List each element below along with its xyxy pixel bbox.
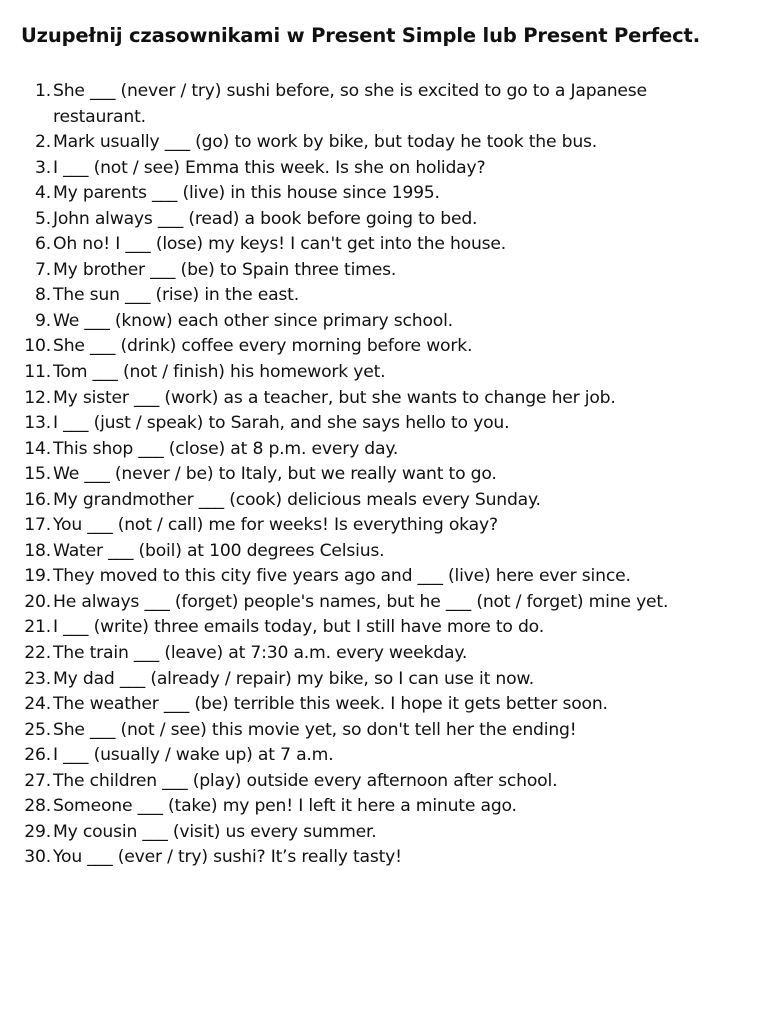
exercise-number: 27. [24,770,51,791]
exercise-item-19 [0,564,768,590]
exercise-number: 6. [35,234,51,255]
exercise-text: The train ___ (leave) at 7:30 a.m. every weekday. [53,643,468,664]
exercise-item-20 [0,590,768,616]
exercise-number: 4. [35,183,51,204]
exercise-number: 7. [35,259,51,280]
exercise-text: Someone ___ (take) my pen! I left it here a minute ago. [53,796,517,817]
exercise-item-22 [0,641,768,667]
exercise-item-29 [0,820,768,846]
exercise-text: She ___ (drink) coffee every morning before work. [53,336,473,357]
worksheet-title: Uzupełnij czasownikami w Present Simple lub Present Perfect. [21,24,700,47]
exercise-text: She ___ (never / try) sushi before, so she is excited to go to a Japanese restaurant. [53,81,647,127]
exercise-item-6 [0,232,768,258]
exercise-item-14 [0,437,768,463]
exercise-text: I ___ (not / see) Emma this week. Is she on holiday? [53,157,486,178]
exercise-item-17 [0,513,768,539]
exercise-text: My dad ___ (already / repair) my bike, so I can use it now. [53,668,534,689]
exercise-text: My grandmother ___ (cook) delicious meals every Sunday. [53,489,541,510]
exercise-item-24 [0,692,768,718]
exercise-item-7 [0,258,768,284]
exercise-number: 22. [24,643,51,664]
exercise-number: 24. [24,694,51,715]
exercise-text: You ___ (not / call) me for weeks! Is everything okay? [53,515,498,536]
exercise-text: The sun ___ (rise) in the east. [53,285,299,306]
exercise-text: I ___ (just / speak) to Sarah, and she says hello to you. [53,413,510,434]
exercise-number: 12. [24,387,51,408]
exercise-item-11 [0,360,768,386]
exercise-item-8 [0,283,768,309]
exercise-number: 18. [24,540,51,561]
exercise-text: I ___ (write) three emails today, but I still have more to do. [53,617,544,638]
exercise-text: Oh no! I ___ (lose) my keys! I can't get into the house. [53,234,507,255]
exercise-item-13 [0,411,768,437]
exercise-text: My brother ___ (be) to Spain three times. [53,259,397,280]
exercise-text: We ___ (never / be) to Italy, but we really want to go. [53,464,497,485]
exercise-item-30 [0,845,768,871]
exercise-item-26 [0,743,768,769]
exercise-number: 9. [35,310,51,331]
exercise-number: 19. [24,566,51,587]
exercise-item-4 [0,181,768,207]
exercise-number: 21. [24,617,51,638]
exercise-text: My parents ___ (live) in this house since 1995. [53,183,440,204]
exercise-item-28 [0,794,768,820]
exercise-item-16 [0,488,768,514]
exercise-text: John always ___ (read) a book before going to bed. [53,208,478,229]
exercise-number: 5. [35,208,51,229]
exercise-number: 23. [24,668,51,689]
exercise-item-3 [0,156,768,182]
exercise-number: 17. [24,515,51,536]
exercise-item-2 [0,130,768,156]
exercise-number: 2. [35,132,51,153]
exercise-list [0,79,768,871]
exercise-number: 10. [24,336,51,357]
exercise-number: 29. [24,821,51,842]
exercise-text: You ___ (ever / try) sushi? It’s really tasty! [53,847,402,868]
exercise-number: 13. [24,413,51,434]
exercise-number: 26. [24,745,51,766]
exercise-text: My sister ___ (work) as a teacher, but she wants to change her job. [53,387,616,408]
exercise-item-12 [0,386,768,412]
exercise-number: 8. [35,285,51,306]
exercise-number: 28. [24,796,51,817]
exercise-text: Tom ___ (not / finish) his homework yet. [53,362,386,383]
exercise-number: 20. [24,591,51,612]
exercise-item-23 [0,667,768,693]
exercise-number: 30. [24,847,51,868]
exercise-item-18 [0,539,768,565]
exercise-text: My cousin ___ (visit) us every summer. [53,821,377,842]
exercise-number: 15. [24,464,51,485]
exercise-item-5 [0,207,768,233]
exercise-number: 25. [24,719,51,740]
exercise-text: The weather ___ (be) terrible this week. I hope it gets better soon. [53,694,608,715]
exercise-number: 1. [35,81,51,101]
exercise-number: 16. [24,489,51,510]
exercise-number: 14. [24,438,51,459]
exercise-text: Mark usually ___ (go) to work by bike, but today he took the bus. [53,132,598,153]
exercise-number: 3. [35,157,51,178]
exercise-text: The children ___ (play) outside every afternoon after school. [53,770,558,791]
exercise-item-15 [0,462,768,488]
exercise-text: They moved to this city five years ago and ___ (live) here ever since. [53,566,631,587]
exercise-text: We ___ (know) each other since primary school. [53,310,453,331]
exercise-text: She ___ (not / see) this movie yet, so don't tell her the ending! [53,719,577,740]
exercise-number: 11. [24,362,51,383]
exercise-item-25 [0,718,768,744]
exercise-item-27 [0,769,768,795]
exercise-item-1 [0,79,768,130]
exercise-item-9 [0,309,768,335]
exercise-text: Water ___ (boil) at 100 degrees Celsius. [53,540,385,561]
exercise-item-10 [0,334,768,360]
exercise-item-21 [0,615,768,641]
exercise-text: This shop ___ (close) at 8 p.m. every day. [53,438,399,459]
exercise-text: He always ___ (forget) people's names, but he ___ (not / forget) mine yet. [53,591,669,612]
exercise-text: I ___ (usually / wake up) at 7 a.m. [53,745,334,766]
